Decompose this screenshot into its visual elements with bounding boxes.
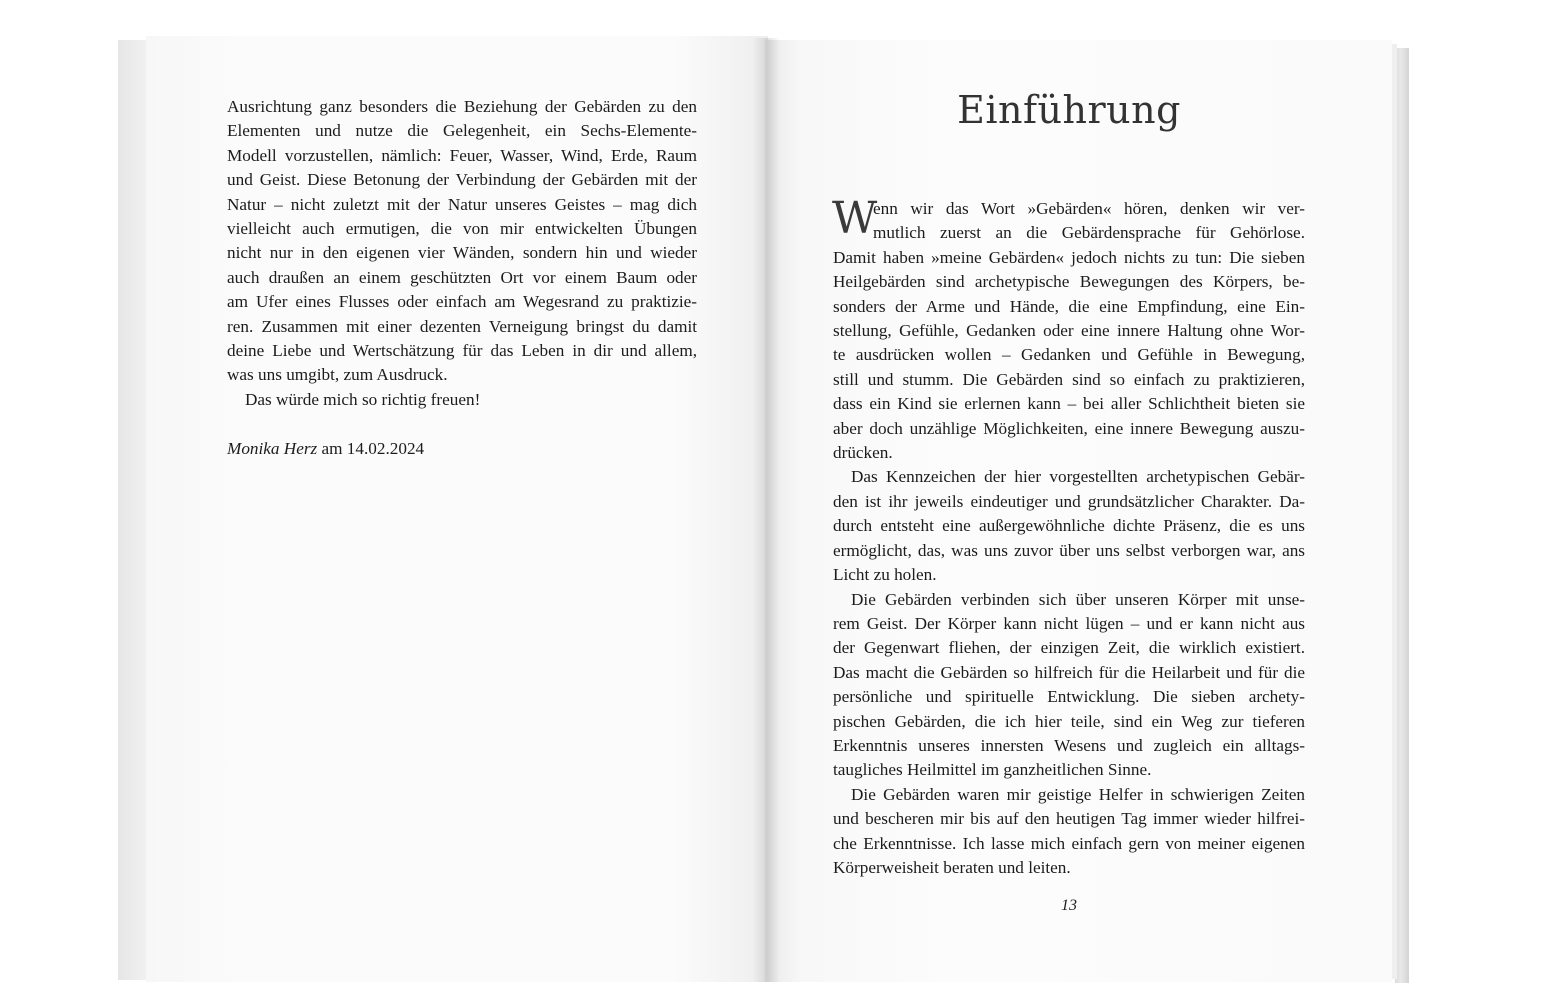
text-line: rem Geist. Der Körper kann nicht lügen – und er kann nicht aus — [833, 613, 1305, 633]
text-line: Erkenntnis unseres innersten Wesens und zugleich ein alltags- — [833, 735, 1305, 755]
text-line: Natur – nicht zuletzt mit der Natur unseres Geistes – mag dich — [227, 194, 697, 214]
text-line: deine Liebe und Wertschätzung für das Leben in dir und allem, — [227, 341, 697, 361]
text-line: der Gegenwart fliehen, der einzigen Zeit, die wirklich existiert. — [833, 638, 1305, 658]
text-line: Körperweisheit beraten und leiten. — [833, 857, 1071, 877]
book-gutter — [752, 38, 780, 982]
text-line: durch entsteht eine außergewöhnliche dichte Präsenz, die es uns — [833, 516, 1305, 536]
text-line: Heilgebärden sind archetypische Bewegungen des Körpers, be- — [833, 272, 1305, 292]
text-line: taugliches Heilmittel im ganzheitlichen Sinne. — [833, 760, 1152, 780]
right-page-text — [832, 193, 1305, 880]
text-line: was uns umgibt, zum Ausdruck. — [227, 365, 448, 385]
left-page-text — [227, 95, 697, 461]
text-line: te ausdrücken wollen – Gedanken und Gefühle in Bewegung, — [833, 345, 1305, 365]
text-line: still und stumm. Die Gebärden sind so einfach zu praktizieren, — [833, 369, 1305, 389]
closing-line: Das würde mich so richtig freuen! — [245, 389, 481, 409]
text-line: Damit haben »meine Gebärden« jedoch nichts zu tun: Die sieben — [833, 247, 1305, 267]
text-line: und Geist. Diese Betonung der Verbindung der Gebärden mit der — [227, 170, 697, 190]
text-line: Licht zu holen. — [833, 565, 937, 585]
page-number: 13 — [1061, 897, 1077, 914]
text-line: Ausrichtung ganz besonders die Beziehung der Gebärden zu den — [227, 97, 697, 116]
text-line: che Erkenntnisse. Ich lasse mich einfach gern von meiner eigenen — [833, 833, 1305, 853]
text-line: vielleicht auch ermutigen, die von mir entwickelten Übungen — [227, 219, 697, 239]
text-line: mutlich zuerst an die Gebärdensprache für Gehörlose. — [873, 223, 1305, 243]
right-page-stack — [1395, 48, 1409, 983]
text-line: Elementen und nutze die Gelegenheit, ein Sechs-Elemente- — [227, 121, 697, 141]
text-line: und bescheren mir bis auf den heutigen Tag immer wieder hilfrei- — [833, 809, 1305, 829]
drop-cap: W — [832, 193, 878, 244]
text-line: stellung, Gefühle, Gedanken oder eine innere Haltung ohne Wor- — [833, 321, 1305, 341]
text-line: dass ein Kind sie erlernen kann – bei aller Schlichtheit bieten sie — [833, 394, 1305, 414]
text-line: ren. Zusammen mit einer dezenten Verneigung bringst du damit — [227, 316, 697, 336]
signature-date: am 14.02.2024 — [317, 438, 425, 458]
text-line: am Ufer eines Flusses oder einfach am Wegesrand zu praktizie- — [227, 292, 697, 312]
text-line: nicht nur in den eigenen vier Wänden, sondern hin und wieder — [227, 243, 697, 263]
signature-name: Monika Herz — [227, 438, 318, 458]
text-line: Modell vorzustellen, nämlich: Feuer, Wasser, Wind, Erde, Raum — [227, 145, 697, 165]
signature — [227, 437, 697, 461]
text-line: persönliche und spirituelle Entwicklung. Die sieben archety- — [833, 687, 1305, 707]
text-line: aber doch unzählige Möglichkeiten, eine innere Bewegung auszu- — [833, 418, 1305, 438]
text-line: Das Kennzeichen der hier vorgestellten archetypischen Gebär- — [851, 467, 1305, 487]
paragraph-spacer — [227, 412, 697, 436]
text-line: auch draußen an einem geschützten Ort vor einem Baum oder — [227, 267, 697, 287]
text-line: den ist ihr jeweils eindeutiger und grundsätzlicher Charakter. Da- — [833, 491, 1305, 511]
text-line: ermöglicht, das, was uns zuvor über uns selbst verborgen war, ans — [833, 540, 1305, 560]
text-line: Die Gebärden verbinden sich über unseren Körper mit unse- — [851, 589, 1305, 609]
text-line: sonders der Arme und Hände, die eine Empfindung, eine Ein- — [833, 296, 1305, 316]
text-line: Die Gebärden waren mir geistige Helfer in schwierigen Zeiten — [851, 784, 1305, 804]
text-line: drücken. — [833, 443, 893, 463]
left-page-stack — [118, 40, 148, 980]
chapter-title: Einführung — [957, 88, 1181, 132]
text-line: enn wir das Wort »Gebärden« hören, denken wir ver- — [873, 199, 1305, 218]
text-line: Das macht die Gebärden so hilfreich für die Heilarbeit und für die — [833, 662, 1305, 682]
text-line: pischen Gebärden, die ich hier teile, sind ein Weg zur tieferen — [833, 711, 1305, 731]
